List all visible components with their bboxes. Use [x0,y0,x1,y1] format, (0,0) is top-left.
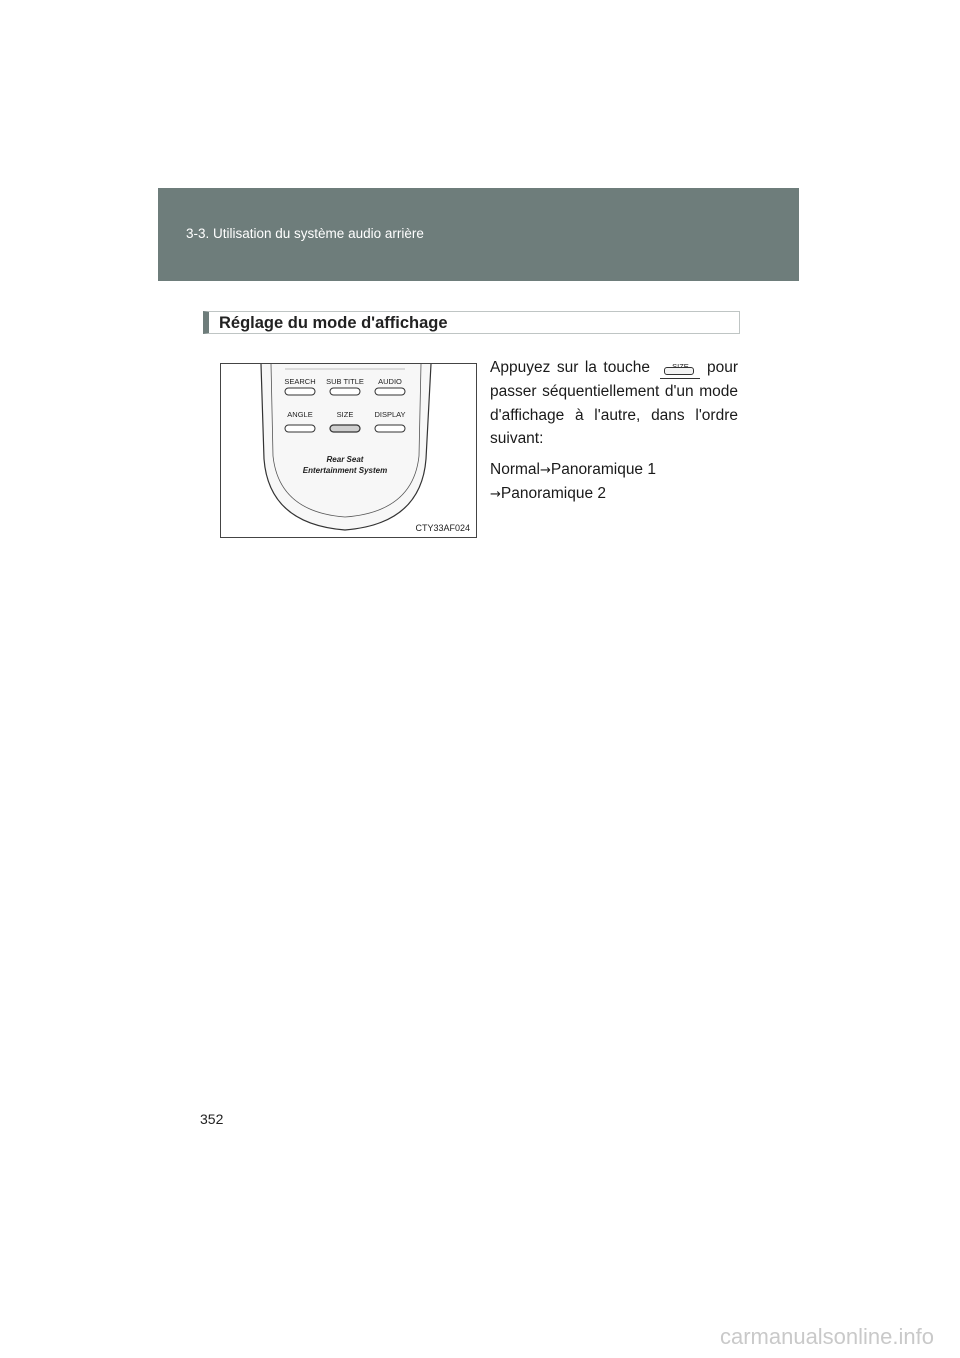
page-number: 352 [200,1111,224,1127]
body-text [490,356,738,514]
remote-label-search: SEARCH [284,377,316,386]
section-title: Réglage du mode d'affichage [219,314,448,332]
remote-label-display: DISPLAY [374,410,406,419]
remote-label-size: SIZE [336,410,354,419]
section-header: 3-3. Utilisation du système audio arrière [186,226,424,241]
mode-panoramic-1: Panoramique 1 [550,460,656,478]
mode-normal: Normal [490,460,540,478]
arrow-icon: → [490,487,501,502]
watermark: carmanualsonline.info [719,1324,934,1349]
section-title-box [203,311,740,334]
mode-panoramic-2: Panoramique 2 [500,485,607,502]
header-band [158,188,799,281]
figure-code: CTY33AF024 [415,523,470,533]
instruction-text-end: pour passer séquentiellement d'un mode d'affichage à l'autre, dans l'ordre suivant: [490,359,739,447]
remote-drawing [221,364,477,538]
remote-brand-line2: Entertainment System [302,466,388,475]
remote-illustration [220,363,477,538]
size-button-icon [660,356,700,380]
instruction-text-start: Appuyez sur la touche [490,359,650,377]
remote-label-audio: AUDIO [378,377,402,386]
remote-label-angle: ANGLE [287,410,313,419]
arrow-icon: → [539,462,551,478]
remote-label-subtitle: SUB TITLE [326,377,364,386]
mode-sequence [490,458,738,507]
remote-brand-line1: Rear Seat [326,455,364,464]
instruction-paragraph [490,356,738,451]
